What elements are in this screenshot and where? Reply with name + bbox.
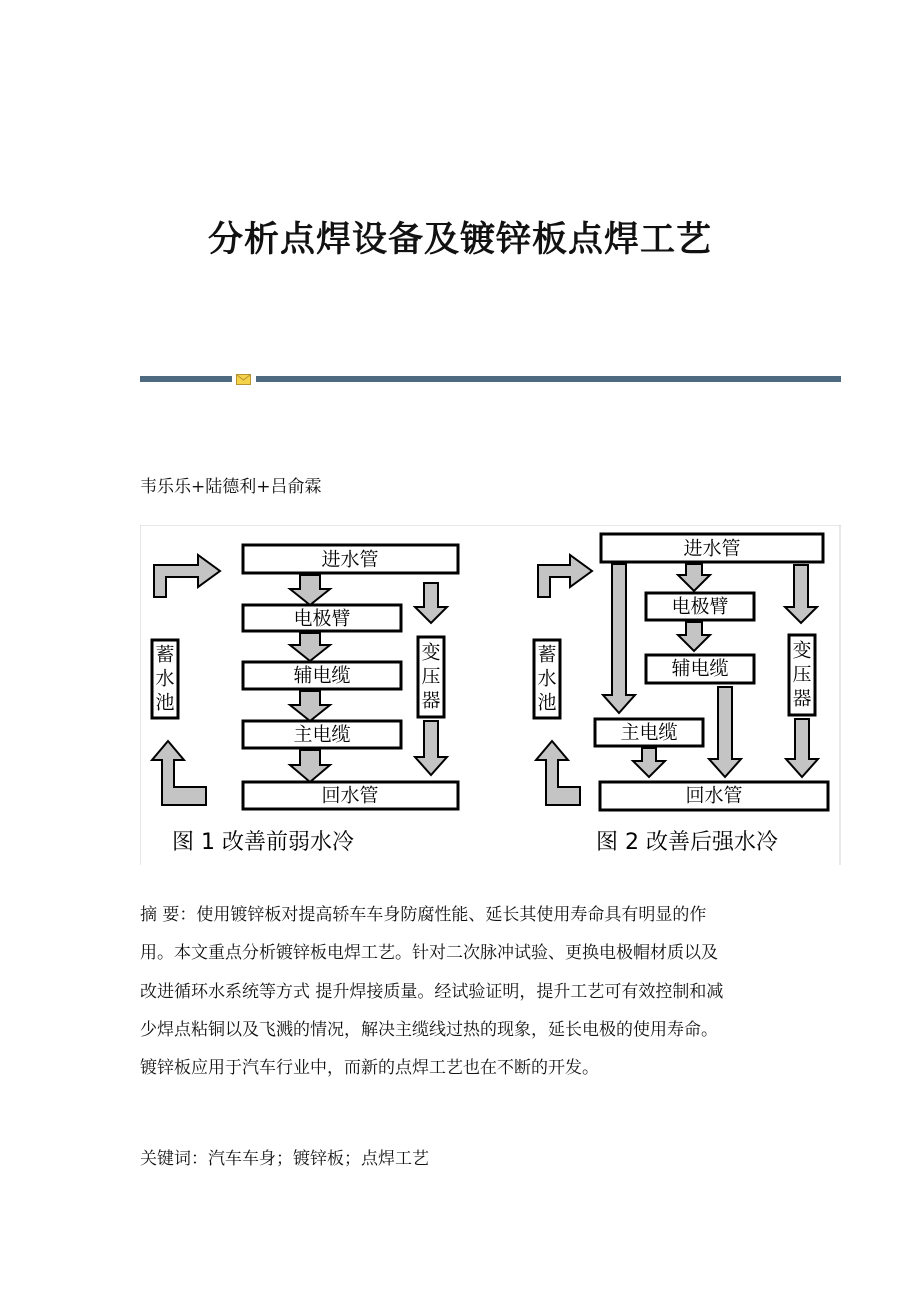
divider-left-segment (140, 376, 232, 382)
aux-cable-label: 辅电缆 (293, 664, 351, 687)
aux-cable-label: 辅电缆 (671, 657, 729, 680)
abstract-line: 摘 要：使用镀锌板对提高轿车车身防腐性能、延长其使用寿命具有明显的作 (140, 905, 707, 925)
down-arrow (290, 575, 330, 605)
down-arrow (678, 564, 710, 591)
transformer-label-2: 压 (421, 665, 441, 688)
transformer-label-2: 压 (792, 663, 812, 686)
down-arrow (415, 721, 447, 775)
inlet-pipe-label: 进水管 (321, 548, 379, 571)
abstract-line: 用。本文重点分析镀锌板电焊工艺。针对二次脉冲试验、更换电极帽材质以及 (140, 943, 718, 964)
bent-arrow-up-down (152, 741, 206, 805)
reservoir-label-3: 池 (155, 691, 175, 714)
reservoir-label-1: 蓄 (155, 643, 175, 666)
abstract-line: 改进循环水系统等方式 提升焊接质量。经试验证明，提升工艺可有效控制和减 (140, 981, 724, 1002)
transformer-label-1: 变 (792, 639, 812, 662)
return-pipe-label: 回水管 (321, 784, 379, 807)
reservoir-label-2: 水 (155, 667, 175, 690)
abstract-line: 镀锌板应用于汽车行业中，而新的点焊工艺也在不断的开发。 (140, 1058, 599, 1079)
transformer-label-1: 变 (421, 641, 441, 664)
main-cable-label: 主电缆 (620, 721, 678, 744)
authors: 韦乐乐+陆德利+吕俞霖 (140, 477, 322, 497)
down-arrow (290, 691, 330, 721)
transformer-label-3: 器 (792, 687, 812, 710)
down-arrow (678, 622, 710, 651)
electrode-arm-label: 电极臂 (293, 607, 351, 630)
down-arrow (290, 750, 330, 782)
envelope-icon (236, 374, 251, 385)
paper-title: 分析点焊设备及镀锌板点焊工艺 (207, 219, 712, 260)
divider-right-segment (256, 376, 841, 382)
main-cable-label: 主电缆 (293, 723, 351, 746)
down-arrow (290, 633, 330, 661)
reservoir-label-1: 蓄 (537, 643, 557, 666)
figure-2-panel (534, 534, 828, 855)
reservoir-label-3: 池 (537, 691, 557, 714)
transformer-label-3: 器 (421, 689, 441, 712)
return-pipe-label: 回水管 (685, 784, 743, 807)
abstract (140, 896, 800, 1087)
down-arrow (785, 565, 817, 623)
electrode-arm-label: 电极臂 (671, 595, 729, 618)
inlet-pipe-label: 进水管 (683, 537, 741, 560)
down-arrow (709, 687, 741, 777)
reservoir-label-2: 水 (537, 667, 557, 690)
bent-arrow-up-right (154, 555, 220, 597)
down-arrow (603, 564, 635, 713)
cooling-system-figure (140, 525, 841, 865)
down-arrow (415, 583, 447, 623)
abstract-line: 少焊点粘铜以及飞溅的情况，解决主缆线过热的现象，延长电极的使用寿命。 (140, 1019, 718, 1040)
down-arrow (786, 719, 818, 777)
bent-arrow-up-down (536, 741, 580, 805)
bent-arrow-up-right (538, 555, 592, 597)
title-divider (140, 374, 841, 383)
figure-2-caption: 图 2 改善后强水冷 (596, 830, 778, 855)
down-arrow (633, 748, 665, 777)
figure-1-panel (152, 545, 458, 855)
keywords: 关键词：汽车车身；镀锌板；点焊工艺 (140, 1149, 429, 1169)
figure-1-caption: 图 1 改善前弱水冷 (172, 830, 354, 855)
